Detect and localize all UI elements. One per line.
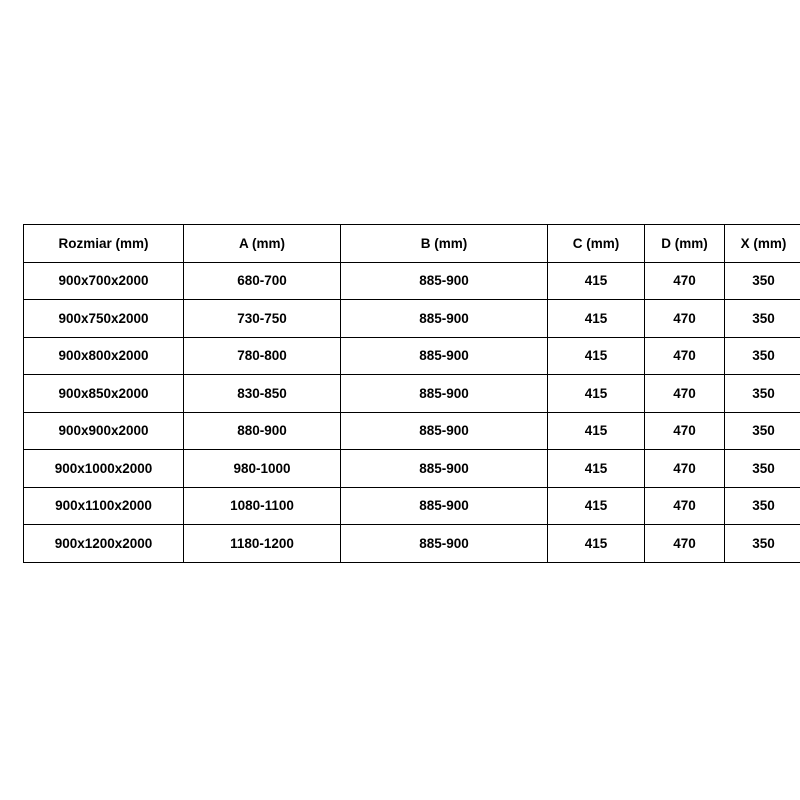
cell-c: 415 — [548, 262, 645, 300]
cell-d: 470 — [645, 412, 725, 450]
column-header-d: D (mm) — [645, 225, 725, 263]
cell-c: 415 — [548, 375, 645, 413]
table-row — [24, 487, 800, 525]
cell-a: 780-800 — [184, 337, 341, 375]
cell-a: 980-1000 — [184, 450, 341, 488]
table-row — [24, 412, 800, 450]
cell-b: 885-900 — [341, 300, 548, 338]
cell-a: 830-850 — [184, 375, 341, 413]
cell-d: 470 — [645, 525, 725, 563]
cell-a: 1180-1200 — [184, 525, 341, 563]
cell-size: 900x850x2000 — [24, 375, 184, 413]
cell-c: 415 — [548, 337, 645, 375]
table-body — [24, 262, 800, 562]
table-row — [24, 525, 800, 563]
cell-a: 1080-1100 — [184, 487, 341, 525]
cell-x: 350 — [725, 487, 800, 525]
table-header — [24, 225, 800, 263]
size-specification-table-container — [23, 224, 787, 563]
table-row — [24, 375, 800, 413]
table-header-row — [24, 225, 800, 263]
cell-b: 885-900 — [341, 412, 548, 450]
cell-b: 885-900 — [341, 262, 548, 300]
cell-size: 900x800x2000 — [24, 337, 184, 375]
cell-a: 680-700 — [184, 262, 341, 300]
cell-size: 900x750x2000 — [24, 300, 184, 338]
cell-d: 470 — [645, 375, 725, 413]
cell-d: 470 — [645, 262, 725, 300]
cell-x: 350 — [725, 300, 800, 338]
cell-a: 880-900 — [184, 412, 341, 450]
cell-b: 885-900 — [341, 375, 548, 413]
cell-x: 350 — [725, 412, 800, 450]
cell-d: 470 — [645, 300, 725, 338]
column-header-c: C (mm) — [548, 225, 645, 263]
cell-c: 415 — [548, 450, 645, 488]
cell-size: 900x700x2000 — [24, 262, 184, 300]
cell-d: 470 — [645, 337, 725, 375]
cell-b: 885-900 — [341, 450, 548, 488]
size-specification-table — [23, 224, 800, 563]
column-header-b: B (mm) — [341, 225, 548, 263]
cell-size: 900x1200x2000 — [24, 525, 184, 563]
table-row — [24, 450, 800, 488]
cell-size: 900x1000x2000 — [24, 450, 184, 488]
cell-c: 415 — [548, 300, 645, 338]
cell-b: 885-900 — [341, 525, 548, 563]
cell-c: 415 — [548, 525, 645, 563]
cell-d: 470 — [645, 487, 725, 525]
cell-a: 730-750 — [184, 300, 341, 338]
cell-x: 350 — [725, 262, 800, 300]
cell-x: 350 — [725, 525, 800, 563]
cell-size: 900x1100x2000 — [24, 487, 184, 525]
table-row — [24, 300, 800, 338]
table-row — [24, 262, 800, 300]
cell-x: 350 — [725, 450, 800, 488]
cell-x: 350 — [725, 337, 800, 375]
column-header-rozmiar: Rozmiar (mm) — [24, 225, 184, 263]
column-header-x: X (mm) — [725, 225, 800, 263]
cell-x: 350 — [725, 375, 800, 413]
cell-b: 885-900 — [341, 337, 548, 375]
cell-c: 415 — [548, 487, 645, 525]
table-row — [24, 337, 800, 375]
column-header-a: A (mm) — [184, 225, 341, 263]
cell-b: 885-900 — [341, 487, 548, 525]
cell-c: 415 — [548, 412, 645, 450]
cell-d: 470 — [645, 450, 725, 488]
cell-size: 900x900x2000 — [24, 412, 184, 450]
